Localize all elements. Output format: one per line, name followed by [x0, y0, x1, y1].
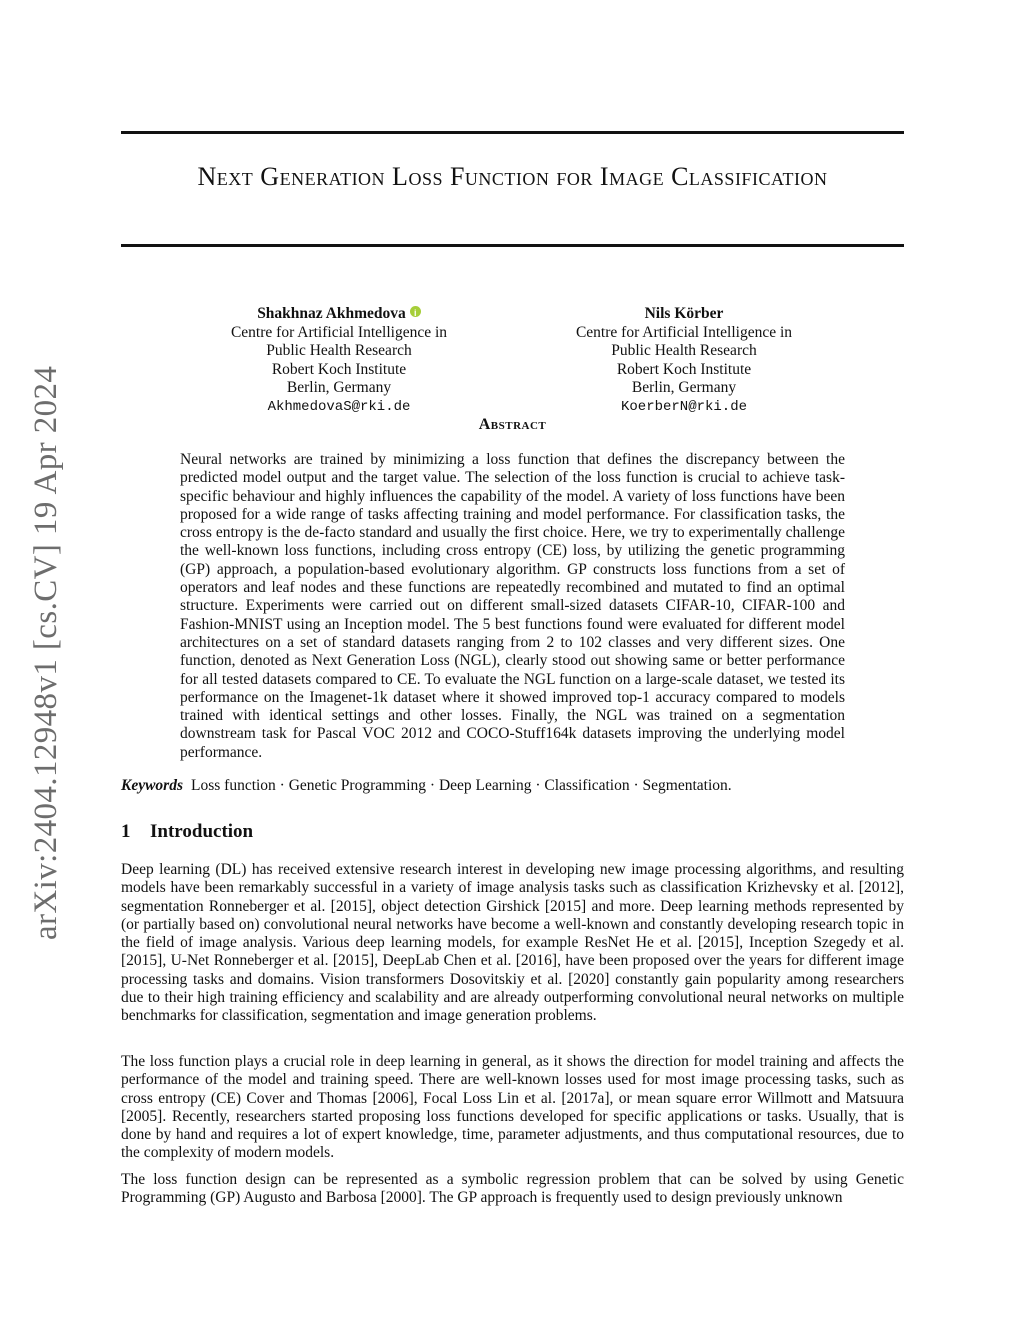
author-email[interactable]: AkhmedovaS@rki.de: [267, 398, 411, 415]
author-affiliation-line: Centre for Artificial Intelligence in: [230, 323, 448, 341]
arxiv-identifier: arXiv:2404.12948v1 [cs.CV] 19 Apr 2024: [28, 365, 64, 940]
author-name-line: [189, 305, 489, 324]
author-block-2: [534, 305, 834, 416]
orcid-icon[interactable]: [410, 306, 421, 317]
section-title: Introduction: [150, 821, 254, 842]
author-name: Shakhnaz Akhmedova: [257, 305, 406, 322]
paper-title: Next Generation Loss Function for Image Classification: [197, 162, 828, 191]
keywords-label: Keywords: [121, 777, 183, 794]
keywords-text: Loss function · Genetic Programming · Deep Learning · Classification · Segmentation.: [191, 777, 732, 794]
author-affiliation-line: Public Health Research: [266, 342, 412, 359]
author-affiliation-line: Berlin, Germany: [286, 379, 392, 396]
abstract-text: Neural networks are trained by minimizing a loss function that defines the discrepancy between the predicted model output and the target value. The selection of the loss function is crucial to achieve task-specific behaviour and highly influences the capability of the model. A variety of loss functions have been proposed for a wide range of tasks affecting training and model performance. For classification tasks, the cross entropy is the de-facto standard and usually the first choice. Here, we try to experimentally challenge the well-known loss functions, including cross entropy (CE) loss, by utilizing the genetic programming (GP) approach, a population-based evolutionary algorithm. GP constructs loss functions from a set of operators and leaf nodes and these functions are repeatedly recombined and mutated to find an optimal structure. Experiments were carried out on different small-sized datasets CIFAR-10, CIFAR-100 and Fashion-MNIST using an Inception model. The 5 best functions found were evaluated for different model architectures on a set of standard datasets ranging from 2 to 102 classes and very different sizes. One function, denoted as Next Generation Loss (NGL), clearly stood out showing same or better performance for all tested datasets compared to CE. To evaluate the NGL function on a large-scale dataset, we tested its performance on the Imagenet-1k dataset where it showed improved top-1 accuracy compared to models trained with identical settings and other losses. Finally, the NGL was trained on a segmentation downstream task for Pascal VOC 2012 and COCO-Stuff164k datasets improving the underlying model performance.: [180, 451, 845, 761]
author-affiliation-line: Public Health Research: [611, 342, 757, 359]
author-affiliation-line: Centre for Artificial Intelligence in: [575, 323, 793, 341]
title-rule-top: [121, 131, 904, 134]
body-paragraph: The loss function design can be represented as a symbolic regression problem that can be solved by using Genetic Programming (GP) Augusto and Barbosa [2000]. The GP approach is frequently used to design previously unknown: [121, 1171, 904, 1207]
author-name: Nils Körber: [644, 305, 724, 322]
author-email[interactable]: KoerberN@rki.de: [620, 398, 748, 415]
author-affiliation-line: Robert Koch Institute: [271, 360, 407, 378]
section-heading: [121, 821, 253, 843]
author-affiliation-line: Berlin, Germany: [631, 379, 737, 396]
author-block-1: [189, 305, 489, 416]
author-affiliation-line: Robert Koch Institute: [616, 360, 752, 378]
keywords: [121, 777, 904, 795]
body-paragraph: Deep learning (DL) has received extensive research interest in developing new image processing algorithms, and resulting models have been remarkably successful in a variety of image analysis tasks such as classification Krizhevsky et al. [2012], segmentation Ronneberger et al. [2015], object detection Girshick [2015] and more. Deep learning methods represented by (or partially based on) convolutional neural networks have become a well-known and constantly developing research topic in the field of image analysis. Various deep learning models, for example ResNet He et al. [2015], Inception Szegedy et al. [2015], U-Net Ronneberger et al. [2015], DeepLab Chen et al. [2016], have been proposed over the years for different image processing tasks and domains. Vision transformers Dosovitskiy et al. [2020] constantly gain popularity among researchers due to their high training efficiency and scalability and are already outperforming convolutional neural networks on multiple benchmarks for classification, segmentation and image generation problems.: [121, 861, 904, 1025]
body-paragraph: The loss function plays a crucial role in deep learning in general, as it shows the direction for model training and affects the performance of the model and training speed. There are well-known losses used for most image processing tasks, such as cross entropy (CE) Cover and Thomas [2006], Focal Loss Lin et al. [2017a], or mean square error Willmott and Matsuura [2005]. Recently, researchers started proposing loss functions developed for specific applications or tasks. Usually, that is done by hand and requires a lot of expert knowledge, time, parameter adjustments, and thus computational resources, due to the complexity of modern models.: [121, 1053, 904, 1162]
section-number: 1: [121, 821, 131, 842]
title-rule-bottom: [121, 244, 904, 247]
abstract-heading: Abstract: [478, 416, 547, 433]
